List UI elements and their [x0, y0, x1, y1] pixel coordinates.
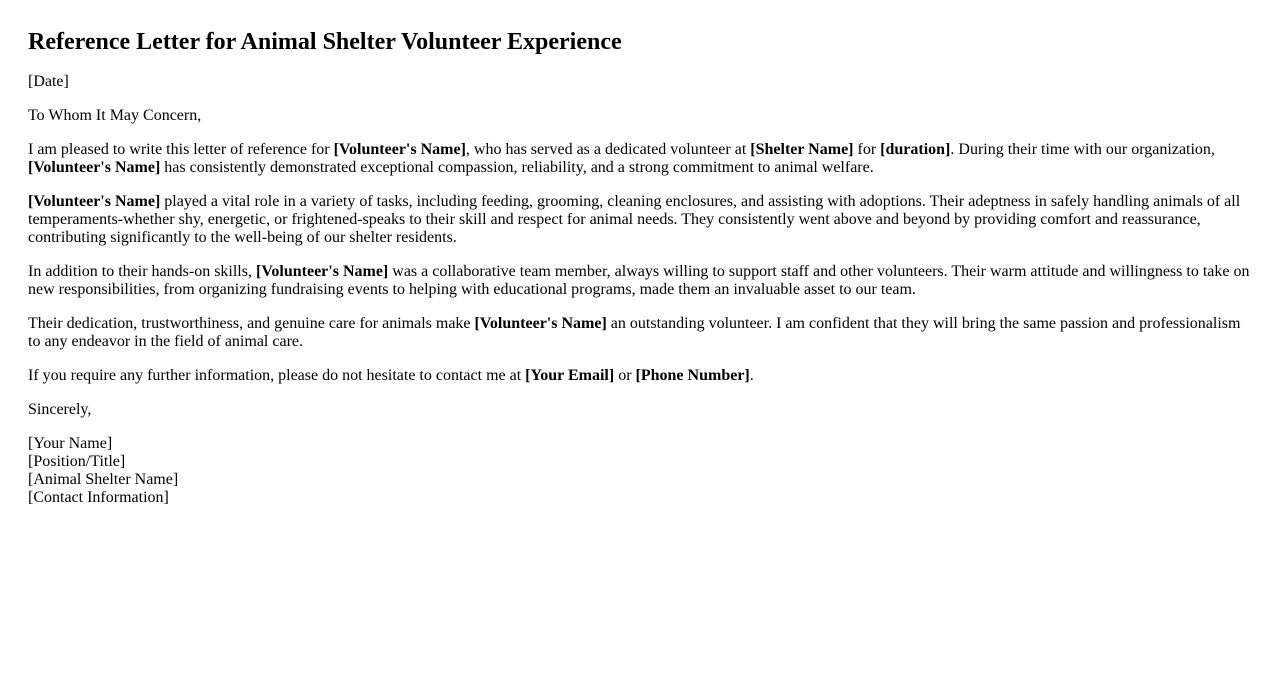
text-segment: . [749, 367, 754, 384]
text-segment: has consistently demonstrated exceptional compassion, reliability, and a strong commitment to animal welfare. [160, 159, 874, 176]
duration-placeholder: [duration] [880, 141, 951, 158]
letter-salutation: To Whom It May Concern, [28, 107, 202, 124]
text-segment: or [614, 367, 636, 384]
text-segment: an outstanding volunteer. I am confident that they will bring the same passion and professionalism to any endeavor in the field of animal care. [28, 315, 1241, 350]
page-title: Reference Letter for Animal Shelter Volunteer Experience [28, 29, 622, 55]
letter-date: [Date] [28, 73, 69, 90]
text-segment: played a vital role in a variety of tasks, including feeding, grooming, cleaning enclosures, and assisting with adoptions. Their adeptness in safely handling animals of all temperaments-whether shy, energetic, or frightened-speaks to their skill and respect for animal needs. They consistently went above and beyond by providing comfort and reassurance, contributing significantly to the well-being of our shelter residents. [28, 193, 1241, 246]
teamwork-paragraph [28, 263, 1250, 299]
text-segment: . During their time with our organization, [950, 141, 1215, 158]
signature-position: [Position/Title] [28, 453, 126, 470]
signature-contact: [Contact Information] [28, 489, 169, 506]
email-placeholder: [Your Email] [525, 367, 615, 384]
tasks-paragraph [28, 193, 1250, 247]
letter-document [0, 27, 1278, 507]
volunteer-name-placeholder: [Volunteer's Name] [333, 141, 466, 158]
letter-closing: Sincerely, [28, 401, 92, 418]
volunteer-name-placeholder: [Volunteer's Name] [28, 159, 161, 176]
signature-name: [Your Name] [28, 435, 113, 452]
intro-paragraph [28, 141, 1250, 177]
text-segment: If you require any further information, please do not hesitate to contact me at [28, 367, 526, 384]
contact-paragraph [28, 367, 1250, 385]
text-segment: was a collaborative team member, always willing to support staff and other volunteers. Their warm attitude and willingness to take on new responsibilities, from organizing fundraising events to helping with educational programs, made them an invaluable asset to our team. [28, 263, 1250, 298]
shelter-name-placeholder: [Shelter Name] [750, 141, 854, 158]
text-segment: , who has served as a dedicated volunteer at [465, 141, 751, 158]
text-segment: for [853, 141, 881, 158]
volunteer-name-placeholder: [Volunteer's Name] [28, 193, 161, 210]
text-segment: In addition to their hands-on skills, [28, 263, 256, 280]
signature-shelter: [Animal Shelter Name] [28, 471, 179, 488]
signature-block [28, 435, 1250, 507]
recommendation-paragraph [28, 315, 1250, 351]
volunteer-name-placeholder: [Volunteer's Name] [474, 315, 607, 332]
text-segment: I am pleased to write this letter of reference for [28, 141, 334, 158]
volunteer-name-placeholder: [Volunteer's Name] [255, 263, 389, 280]
phone-placeholder: [Phone Number] [635, 367, 750, 384]
text-segment: Their dedication, trustworthiness, and genuine care for animals make [28, 315, 475, 332]
